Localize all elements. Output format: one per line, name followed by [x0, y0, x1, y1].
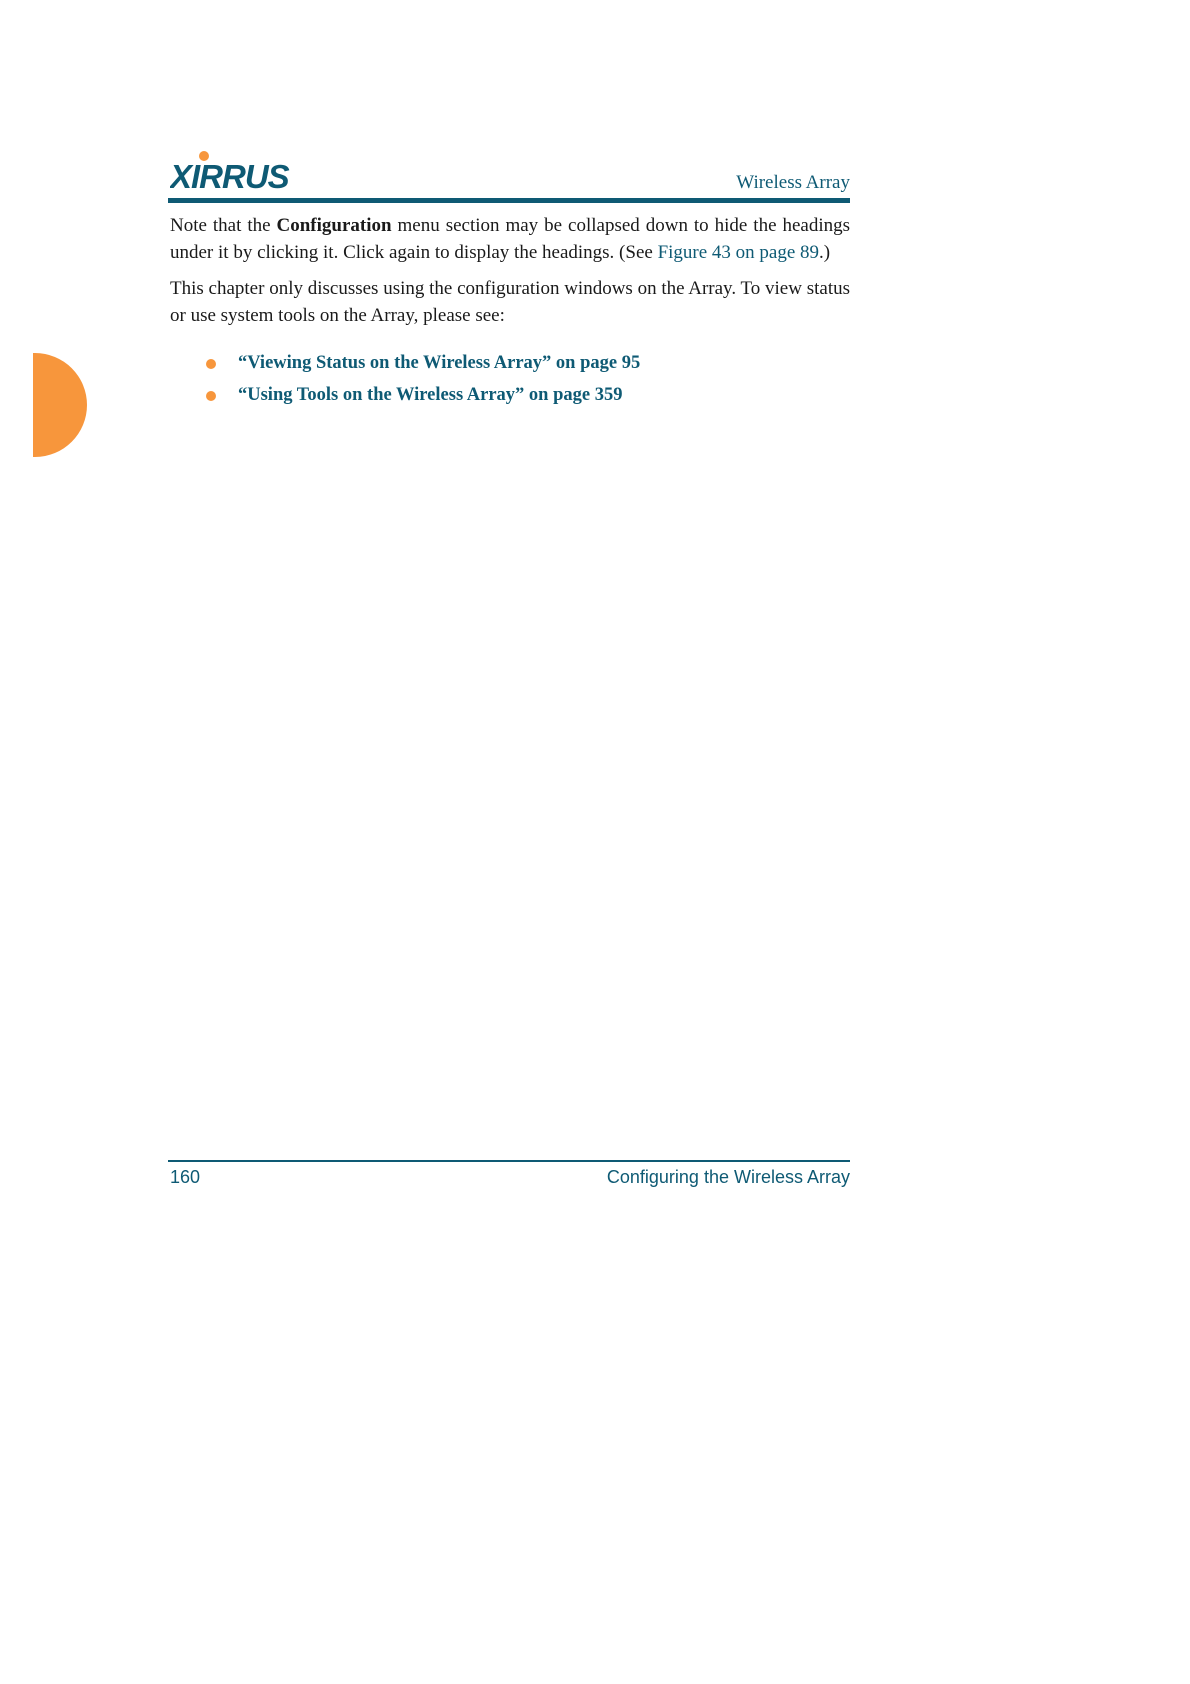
logo-wordmark: XIRRUS — [170, 158, 289, 192]
chapter-tab-marker — [33, 353, 87, 457]
figure-43-link[interactable]: Figure 43 on page 89 — [657, 241, 820, 263]
page-number: 160 — [170, 1167, 201, 1187]
paragraph-chapter-scope: This chapter only discusses using the configuration windows on the Array. To view status or use system tools on the Array, please see: — [170, 278, 850, 326]
footer-chapter-title: Configuring the Wireless Array — [606, 1167, 850, 1187]
viewing-status-link[interactable]: “Viewing Status on the Wireless Array” on page 95 — [238, 353, 641, 373]
list-item[interactable] — [170, 347, 850, 379]
header-rule — [168, 198, 850, 203]
bullet-icon — [206, 359, 216, 369]
footer-rule — [168, 1160, 850, 1162]
paragraph-configuration-note: Note that the Configuration menu section may be collapsed down to hide the headings under it by clicking it. Click again to display the headings. (See Figure 43 on page 89.) — [170, 215, 850, 263]
list-item[interactable] — [170, 379, 850, 411]
bullet-icon — [206, 391, 216, 401]
xirrus-logo — [170, 150, 310, 192]
see-also-list — [170, 347, 850, 411]
running-header-title: Wireless Array — [736, 172, 850, 193]
configuration-term: Configuration — [276, 215, 392, 236]
using-tools-link[interactable]: “Using Tools on the Wireless Array” on page 359 — [238, 385, 623, 405]
page-body — [170, 213, 850, 411]
